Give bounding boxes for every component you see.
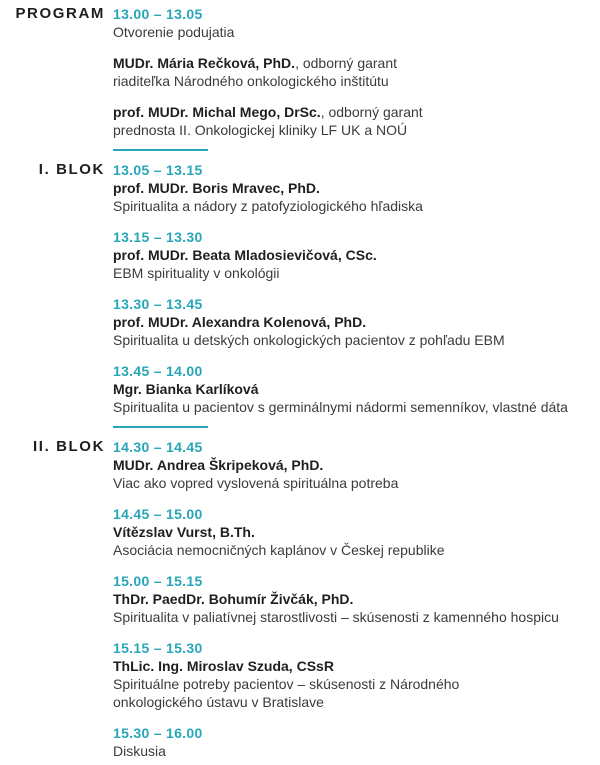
session-body — [113, 523, 594, 559]
session-paragraph — [113, 590, 594, 626]
session-line — [113, 590, 594, 608]
session-body — [113, 456, 594, 492]
session-body — [113, 657, 594, 711]
speaker-name: Mgr. Bianka Karlíková — [113, 381, 259, 397]
speaker-name: ThDr. PaedDr. Bohumír Živčák, PhD. — [113, 591, 354, 607]
session-line — [113, 121, 594, 139]
line-text: , odborný garant — [320, 104, 423, 120]
session-time: 13.00 – 13.05 — [113, 6, 203, 22]
line-text: Asociácia nemocničných kaplánov v Českej republike — [113, 542, 445, 558]
session-body — [113, 313, 594, 349]
session-line — [113, 657, 594, 675]
block-content — [105, 438, 594, 760]
line-text: Diskusia — [113, 743, 166, 759]
session-body — [113, 179, 594, 215]
speaker-name: MUDr. Mária Rečková, PhD. — [113, 55, 296, 71]
session-line — [113, 523, 594, 541]
session-line — [113, 103, 594, 121]
session-line — [113, 264, 594, 282]
block-label: I. BLOK — [38, 161, 105, 178]
block-label-column — [10, 438, 105, 456]
session-line — [113, 380, 594, 398]
line-text: prednosta II. Onkologickej kliniky LF UK a NOÚ — [113, 122, 408, 138]
block-label-column — [10, 5, 105, 23]
session-paragraph — [113, 246, 594, 282]
line-text: Otvorenie podujatia — [113, 24, 235, 40]
session-paragraph — [113, 313, 594, 349]
session-time: 13.15 – 13.30 — [113, 229, 203, 245]
session-line — [113, 246, 594, 264]
line-text: Viac ako vopred vyslovená spirituálna potreba — [113, 475, 399, 491]
line-text: riaditeľka Národného onkologického inštitútu — [113, 73, 389, 89]
program-block — [10, 438, 594, 760]
line-text: Spiritualita v paliatívnej starostlivosti – skúsenosti z kamenného hospicu — [113, 609, 559, 625]
session-paragraph — [113, 380, 594, 416]
session-paragraph — [113, 179, 594, 215]
session-time: 13.30 – 13.45 — [113, 296, 203, 312]
session-line — [113, 197, 594, 215]
speaker-name: MUDr. Andrea Škripeková, PhD. — [113, 457, 324, 473]
session-time: 14.30 – 14.45 — [113, 439, 203, 455]
speaker-name: ThLic. Ing. Miroslav Szuda, CSsR — [113, 658, 334, 674]
session-line — [113, 23, 594, 41]
session-paragraph — [113, 523, 594, 559]
section-divider — [113, 149, 208, 151]
session-line — [113, 608, 594, 626]
line-text: Spiritualita a nádory z patofyziologického hľadiska — [113, 198, 423, 214]
session — [113, 438, 594, 492]
line-text: Spiritualita u pacientov s germinálnymi nádormi semenníkov, vlastné dáta — [113, 399, 568, 415]
block-label: PROGRAM — [15, 5, 105, 22]
line-text: onkologického ústavu v Bratislave — [113, 694, 324, 710]
program-block — [10, 5, 594, 161]
session-body — [113, 380, 594, 416]
block-label: II. BLOK — [33, 438, 105, 455]
program-block — [10, 161, 594, 438]
session — [113, 228, 594, 282]
block-label-column — [10, 161, 105, 179]
session-line — [113, 54, 594, 72]
speaker-name: prof. MUDr. Michal Mego, DrSc. — [113, 104, 321, 120]
session — [113, 5, 594, 139]
speaker-name: Vítězslav Vurst, B.Th. — [113, 524, 255, 540]
session-line — [113, 541, 594, 559]
session-body — [113, 742, 594, 760]
section-divider — [113, 426, 208, 428]
line-text: EBM spirituality v onkológii — [113, 265, 280, 281]
session — [113, 295, 594, 349]
session-line — [113, 675, 594, 693]
session-paragraph — [113, 103, 594, 139]
session — [113, 639, 594, 711]
block-content — [105, 5, 594, 161]
line-text: Spiritualita u detských onkologických pacientov z pohľadu EBM — [113, 332, 505, 348]
block-content — [105, 161, 594, 438]
session-body — [113, 590, 594, 626]
session — [113, 362, 594, 416]
session-paragraph — [113, 657, 594, 711]
line-text: , odborný garant — [295, 55, 398, 71]
session-line — [113, 313, 594, 331]
session-line — [113, 331, 594, 349]
session-time: 13.05 – 13.15 — [113, 162, 203, 178]
session-time: 13.45 – 14.00 — [113, 363, 203, 379]
session-line — [113, 179, 594, 197]
session-time: 15.00 – 15.15 — [113, 573, 203, 589]
session-body — [113, 246, 594, 282]
session — [113, 572, 594, 626]
session — [113, 161, 594, 215]
session-time: 14.45 – 15.00 — [113, 506, 203, 522]
session-time: 15.15 – 15.30 — [113, 640, 203, 656]
session-paragraph — [113, 23, 594, 41]
session-line — [113, 398, 594, 416]
session — [113, 724, 594, 760]
session-paragraph — [113, 742, 594, 760]
session-line — [113, 742, 594, 760]
session-time: 15.30 – 16.00 — [113, 725, 203, 741]
line-text: Spirituálne potreby pacientov – skúsenosti z Národného — [113, 676, 460, 692]
speaker-name: prof. MUDr. Beata Mladosievičová, CSc. — [113, 247, 377, 263]
session-body — [113, 23, 594, 139]
session-line — [113, 72, 594, 90]
speaker-name: prof. MUDr. Boris Mravec, PhD. — [113, 180, 320, 196]
session — [113, 505, 594, 559]
session-paragraph — [113, 456, 594, 492]
session-line — [113, 474, 594, 492]
session-line — [113, 693, 594, 711]
session-line — [113, 456, 594, 474]
speaker-name: prof. MUDr. Alexandra Kolenová, PhD. — [113, 314, 367, 330]
session-paragraph — [113, 54, 594, 90]
